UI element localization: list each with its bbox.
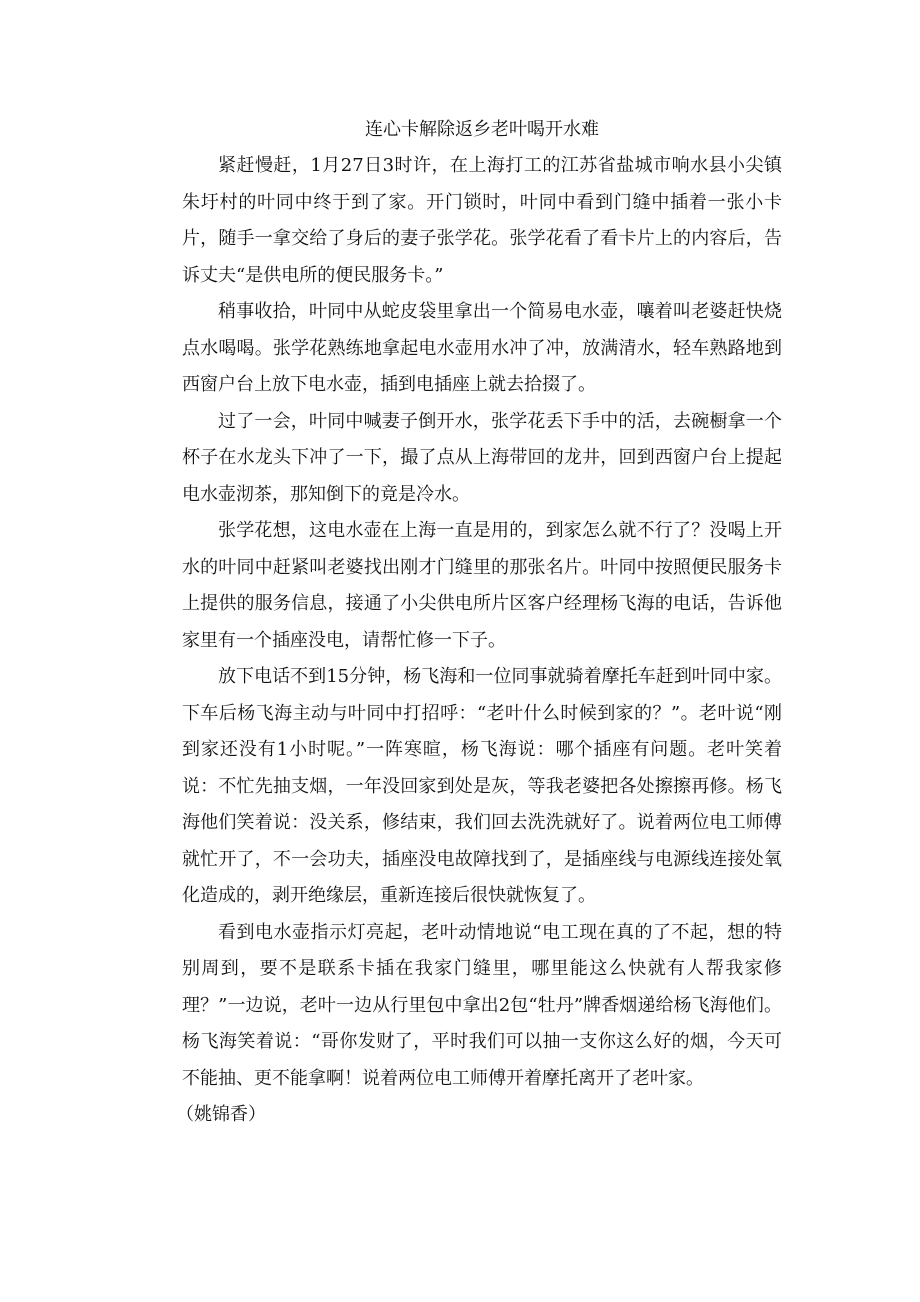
article-title: 连心卡解除返乡老叶喝开水难 — [365, 119, 599, 140]
paragraph-6: 看到电水壶指示灯亮起，老叶动情地说“电工现在真的了不起，想的特别周到，要不是联系卡插在我家门缝里，哪里能这么快就有人帮我家修理？”一边说，老叶一边从行里包中拿出2包“牡丹”牌香烟递给杨飞海他们。杨飞海笑着说：“哥你发财了，平时我们可以抽一支你这么好的烟，今天可不能抽、更不能拿啊！说着两位电工师傅开着摩托离开了老叶家。 — [182, 921, 782, 1089]
paragraph-4: 张学花想，这电水壶在上海一直是用的，到家怎么就不行了？没喝上开水的叶同中赶紧叫老婆找出刚才门缝里的那张名片。叶同中按照便民服务卡上提供的服务信息，接通了小尖供电所片区客户经理杨飞海的电话，告诉他家里有一个插座没电，请帮忙修一下子。 — [182, 520, 782, 651]
paragraph-1: 紧赶慢赶，1月27日3时许，在上海打工的江苏省盐城市响水县小尖镇朱圩村的叶同中终于到了家。开门锁时，叶同中看到门缝中插着一张小卡片，随手一拿交给了身后的妻子张学花。张学花看了看卡片上的内容后，告诉丈夫“是供电所的便民服务卡。” — [182, 155, 782, 286]
document-page — [176, 112, 782, 1134]
paragraph-2: 稍事收拾，叶同中从蛇皮袋里拿出一个简易电水壶，嚷着叫老婆赶快烧点水喝喝。张学花熟练地拿起电水壶用水冲了冲，放满清水，轻车熟路地到西窗户台上放下电水壶，插到电插座上就去拾掇了。 — [182, 301, 782, 395]
paragraph-3: 过了一会，叶同中喊妻子倒开水，张学花丢下手中的活，去碗橱拿一个杯子在水龙头下冲了一下，撮了点从上海带回的龙井，回到西窗户台上提起电水壶沏茶，那知倒下的竟是冷水。 — [182, 410, 782, 505]
author-byline: （姚锦香） — [176, 1104, 266, 1125]
paragraph-5: 放下电话不到15分钟，杨飞海和一位同事就骑着摩托车赶到叶同中家。下车后杨飞海主动与叶同中打招呼：“老叶什么时候到家的？”。老叶说“刚到家还没有1小时呢。”一阵寒暄，杨飞海说：哪个插座有问题。老叶笑着说：不忙先抽支烟，一年没回家到处是灰，等我老婆把各处擦擦再修。杨飞海他们笑着说：没关系，修结束，我们回去洗洗就好了。说着两位电工师傅就忙开了，不一会功夫，插座没电故障找到了，是插座线与电源线连接处氧化造成的，剥开绝缘层，重新连接后很快就恢复了。 — [182, 666, 782, 906]
